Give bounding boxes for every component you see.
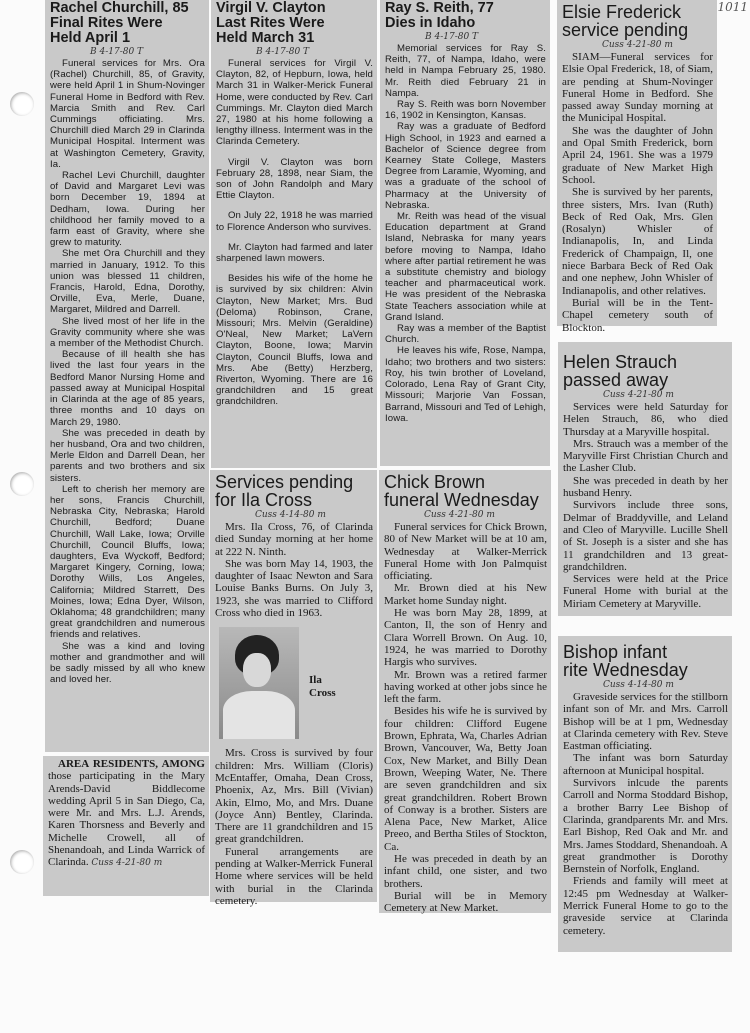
paragraph: SIAM—Funeral services for Elsie Opal Frederick, 18, of Siam, are pending at Shum-Novinger Funeral Home in Bedford. She passed away Sunday morning at the Municipal Hospital. xyxy=(562,51,713,125)
headline: Chick Brown funeral Wednesday xyxy=(384,472,539,510)
headline: Bishop infant rite Wednesday xyxy=(563,642,688,680)
portrait-photo xyxy=(219,627,299,739)
clipping-clayton xyxy=(211,0,377,468)
handwritten-note: Cuss 4-21-80 m xyxy=(424,510,495,520)
headline: Helen Strauch passed away xyxy=(563,352,678,390)
paragraph: Left to cherish her memory are her sons, Francis Churchill, Nebraska City, Nebraska; Harold Churchill, Bedford; Duane Churchill, Wall Lake, Iowa; Orville Churchill, Council Bluffs, Iowa; daughters, Eva Wyckoff, Bedford; Margaret Kingery, Corning, Iowa; Dorothy Wills, Los Angeles, California; Mildred Starrett, Des Moines, Iowa; Edna Dyer, Wilson, Oklahoma; 48 grandchildren; many great grandchildren and numerous friends and relatives. xyxy=(50,483,205,641)
paragraph: Mr. Brown died at his New Market home Sunday night. xyxy=(384,582,547,607)
clipping-brown xyxy=(379,470,551,913)
handwritten-note: B 4-17-80 T xyxy=(256,47,310,57)
paragraph: Funeral services for Virgil V. Clayton, 82, of Hepburn, Iowa, held March 31 in Walker-Merick Funeral Home, were conducted by Rev. Carl Cummings. Mr. Clayton died March 27, 1980 at his home following a lengthy illness. Interment was in the Clarinda Cemetery. xyxy=(216,58,373,148)
paragraph: Mrs. Ila Cross, 76, of Clarinda died Sunday morning at her home at 222 N. Ninth. xyxy=(215,521,373,558)
paragraph: Services were held at the Price Funeral Home with burial at the Miriam Cemetery at Maryville. xyxy=(563,573,728,610)
paragraph: The infant was born Saturday afternoon at Municipal hospital. xyxy=(563,752,728,777)
headline: Elsie Frederick service pending xyxy=(562,2,689,40)
paragraph: Burial will be in the Tent-Chapel cemetery south of Blockton. xyxy=(562,296,713,334)
paragraph: He was born May 28, 1899, at Canton, Il, the son of Henry and Clara Worrell Brown. On Aug. 10, 1924, he was married to Dorothy Hargis who survives. xyxy=(384,607,547,669)
paragraph: Ray S. Reith was born November 16, 1902 in Kensington, Kansas. xyxy=(385,99,546,122)
paragraph: She lived most of her life in the Gravity community where she was a member of the Methodist Church. xyxy=(50,315,205,350)
paragraph: Mr. Reith was head of the visual Education department at Grand Island, Nebraska for many years before moving to Nampa, Idaho where after partial retirement he was a substitute chemistry and biology teacher and pharmaceutical work. He was president of the Nebraska State Teachers association while at Grand Island. xyxy=(385,211,546,323)
punch-hole xyxy=(10,472,34,496)
photo-caption: Ila Cross xyxy=(309,674,336,700)
paragraph: Survivors inlcude the parents Carroll and Norma Stoddard Bishop, a brother Barry Lee Bishop of Clarinda, grandparents Mr. and Mrs. Earl Bishop, Red Oak and Mr. and Mrs. James Stoddard, Shenandoah. A great grandmother is Dorothy Bernstein of Norfolk, England. xyxy=(563,777,728,876)
paragraph: Burial will be in Memory Cemetery at New Market. xyxy=(384,889,547,915)
headline: Virgil V. Clayton Last Rites Were Held March 31 xyxy=(216,0,326,46)
handwritten-note: Cuss 4-14-80 m xyxy=(255,510,326,520)
handwritten-note: Cuss 4-21-80 m xyxy=(91,858,163,869)
paragraph: Graveside services for the stillborn infant son of Mr. and Mrs. Carroll Bishop will be at 1 pm, Wednesday at Clarinda cemetery with Rev. Steve Eastman officiating. xyxy=(563,691,728,753)
handwritten-note: Cuss 4-21-80 m xyxy=(603,390,674,400)
paragraph: He was preceded in death by an infant child, one sister, and two brothers. xyxy=(384,853,547,890)
paragraph: Virgil V. Clayton was born February 28, 1898, near Siam, the son of John Randolph and Mary Ettie Clayton. xyxy=(216,156,373,202)
clipping-strauch xyxy=(558,342,732,616)
paragraph: She was preceded in death by her husband Henry. xyxy=(563,474,728,500)
handwritten-note: Cuss 4-21-80 m xyxy=(602,40,673,50)
paragraph: Memorial services for Ray S. Reith, 77, of Nampa, Idaho, were held in Nampa February 25, 1980. Mr. Reith died February 21 in Nampa. xyxy=(385,43,546,99)
paragraph: Mr. Brown was a retired farmer having worked at other jobs since he left the farm. xyxy=(384,668,547,706)
page-number: 1011 xyxy=(717,0,748,14)
paragraph: Funeral services for Mrs. Ora (Rachel) Churchill, 85, of Gravity, were held April 1 in Shum-Novinger Funeral Home in Bedford with Rev. Marcia Smith and Rev. Carl Cummings officiating. Mrs. Churchill died March 29 in Clarinda Municipal Hospital. Interment was at Washington Cemetery, Gravity, Ia. xyxy=(50,58,205,170)
clipping-frederick xyxy=(557,0,717,334)
paragraph: She was a kind and loving mother and grandmother and will be sadly missed by all who knew and loved her. xyxy=(50,640,205,686)
paragraph: Mrs. Cross is survived by four children: Mrs. William (Cloris) McEntaffer, Omaha, Dean Cross, Phoenix, Az, Mrs. Bill (Vivian) Akin, Elmo, Mo, and Mrs. Duane (Joyce Ann) Bentley, Clarinda. There are 11 grandchildren and 15 great grandchildren. xyxy=(215,747,373,846)
clipping-bishop xyxy=(558,636,732,952)
headline: Ray S. Reith, 77 Dies in Idaho xyxy=(385,0,494,31)
paragraph: She was preceded in death by her husband, Ora and two children, Merle Eldon and Darrell Dean, her parents and two brothers and six sisters. xyxy=(50,427,205,484)
handwritten-note: Cuss 4-14-80 m xyxy=(603,680,674,690)
clipping-churchill xyxy=(45,0,209,752)
paragraph: Funeral arrangements are pending at Walker-Merrick Funeral Home where services will be held with burial in the Clarinda cemetery. xyxy=(215,845,373,907)
lead-in: AREA RESIDENTS, AMONG xyxy=(58,758,205,770)
punch-hole xyxy=(10,92,34,116)
paragraph: Mr. Clayton had farmed and later sharpened lawn mowers. xyxy=(216,241,373,265)
headline: Services pending for Ila Cross xyxy=(215,472,354,510)
headline: Rachel Churchill, 85 Final Rites Were Held April 1 xyxy=(50,0,189,46)
paragraph: Ray was a member of the Baptist Church. xyxy=(385,323,546,346)
handwritten-note: B 4-17-80 T xyxy=(425,32,479,42)
clipping-cross xyxy=(210,470,377,907)
punch-hole xyxy=(10,850,34,874)
clipping-reith xyxy=(380,0,550,466)
paragraph: Besides his wife he is survived by four children: Clifford Eugene Brown, Ephrata, Wa, Charles Adrian Brown, Vancouver, Wa, Betty Joan Cox, New Market, and Billy Dean Brown, Weeping Water, Ne. There are seven grandchildren and six great grandchildren. Robert Brown of Conway is a brother. Sisters are Alena Pace, New Market, Alice Preeo, and Bertha Stiles of Stockton, Ca. xyxy=(384,705,547,853)
paragraph: Because of ill health she has lived the last four years in the Bedford Manor Nursing Home and passed away at Municipal Hospital in Clarinda at the age of 85 years, three months and 10 days on March 29, 1980. xyxy=(50,349,205,428)
paragraph: Ray was a graduate of Bedford High School, in 1923 and earned a Bachelor of Science degree from Kearney State College, Masters Degree from Laramie, Wyoming, and was a graduate of the school of Pharmacy at the University of Nebraska. xyxy=(385,121,546,211)
paragraph: Friends and family will meet at 12:45 pm Wednesday at Walker-Merrick Funeral Home to go to the graveside service at Clarinda cemetery. xyxy=(563,875,728,937)
paragraph: On July 22, 1918 he was married to Florence Anderson who survives. xyxy=(216,210,373,233)
paragraph: She is survived by her parents, three sisters, Mrs. Ivan (Ruth) Beck of Red Oak, Mrs. Glen (Rosalyn) Whisler of Indianapolis, In, and Linda Frederick of Champaign, Il, one niece Barbara Beck of Red Oak and one nephew, John Whisler of Indianapolis, and other relatives. xyxy=(562,186,713,297)
paragraph: AREA RESIDENTS, AMONG those participating in the Mary Arends-David Biddlecome wedding April 5 in San Diego, Ca, were Mr. and Mrs. L.J. Arends, Karen Thorsness and Beverly and Michelle Crowell, all of Shenandoah, and Linda Warrick of Clarinda. Cuss 4-21-80 m xyxy=(48,758,205,869)
paragraph: Besides his wife of the home he is survived by six children: Alvin Clayton, New Market; Mrs. Bud (Deloma) Robinson, Crane, Missouri; Mrs. Melvin (Geraldine) O'Neal, New Market; LaVern Clayton, Boone, Iowa; Marvin Clayton, Council Bluffs, Iowa and Mrs. Abe (Betty) Herzberg, Riverton, Wyoming. There are 16 grandchildren and 15 great grandchildren. xyxy=(216,273,373,408)
paragraph: Survivors include three sons, Delmar of Braddyville, and Leland and Cleo of Maryville. Lucille Shell of St. Joseph is a sister and she has 11 grandchildren and 13 great-grandchildren. xyxy=(563,499,728,573)
handwritten-note: B 4-17-80 T xyxy=(90,47,144,57)
paragraph: Funeral services for Chick Brown, 80 of New Market will be at 10 am, Wednesday at Walker-Merrick Funeral Home with Jon Palmquist officiating. xyxy=(384,521,547,583)
paragraph: Mrs. Strauch was a member of the Maryville First Christian Church and the Lasher Club. xyxy=(563,437,728,475)
clipping-area-residents xyxy=(43,756,209,896)
paragraph: Services were held Saturday for Helen Strauch, 86, who died Thursday at a Maryville hospital. xyxy=(563,401,728,438)
paragraph: She was the daughter of John and Opal Smith Frederick, born April 24, 1961. She was a 1979 graduate of New Market High School. xyxy=(562,124,713,186)
paragraph: He leaves his wife, Rose, Nampa, Idaho; two brothers and two sisters: Roy, his twin brother of Loveland, Colorado, Lena Ray of Grant City, Missouri; Marjorie Van Fossan, Barrand, Missouri and Ted of Lehigh, Iowa. xyxy=(385,345,546,424)
paragraph: She met Ora Churchill and they married in January, 1912. To this union was blessed 11 children, Francis, Harold, Edna, Dorothy, Orville, Eva, Merle, Duane, Margaret, Mildred and Darrell. xyxy=(50,248,205,316)
paragraph: Rachel Levi Churchill, daughter of David and Margaret Levi was born December 19, 1894 at Dedham, Iowa. During her childhood her family moved to a farm east of Gravity, where she grew to maturity. xyxy=(50,170,205,249)
paragraph: She was born May 14, 1903, the daughter of Isaac Newton and Sara Louise Banks Burns. On July 3, 1923, she was married to Clifford Cross who died in 1963. xyxy=(215,557,373,620)
